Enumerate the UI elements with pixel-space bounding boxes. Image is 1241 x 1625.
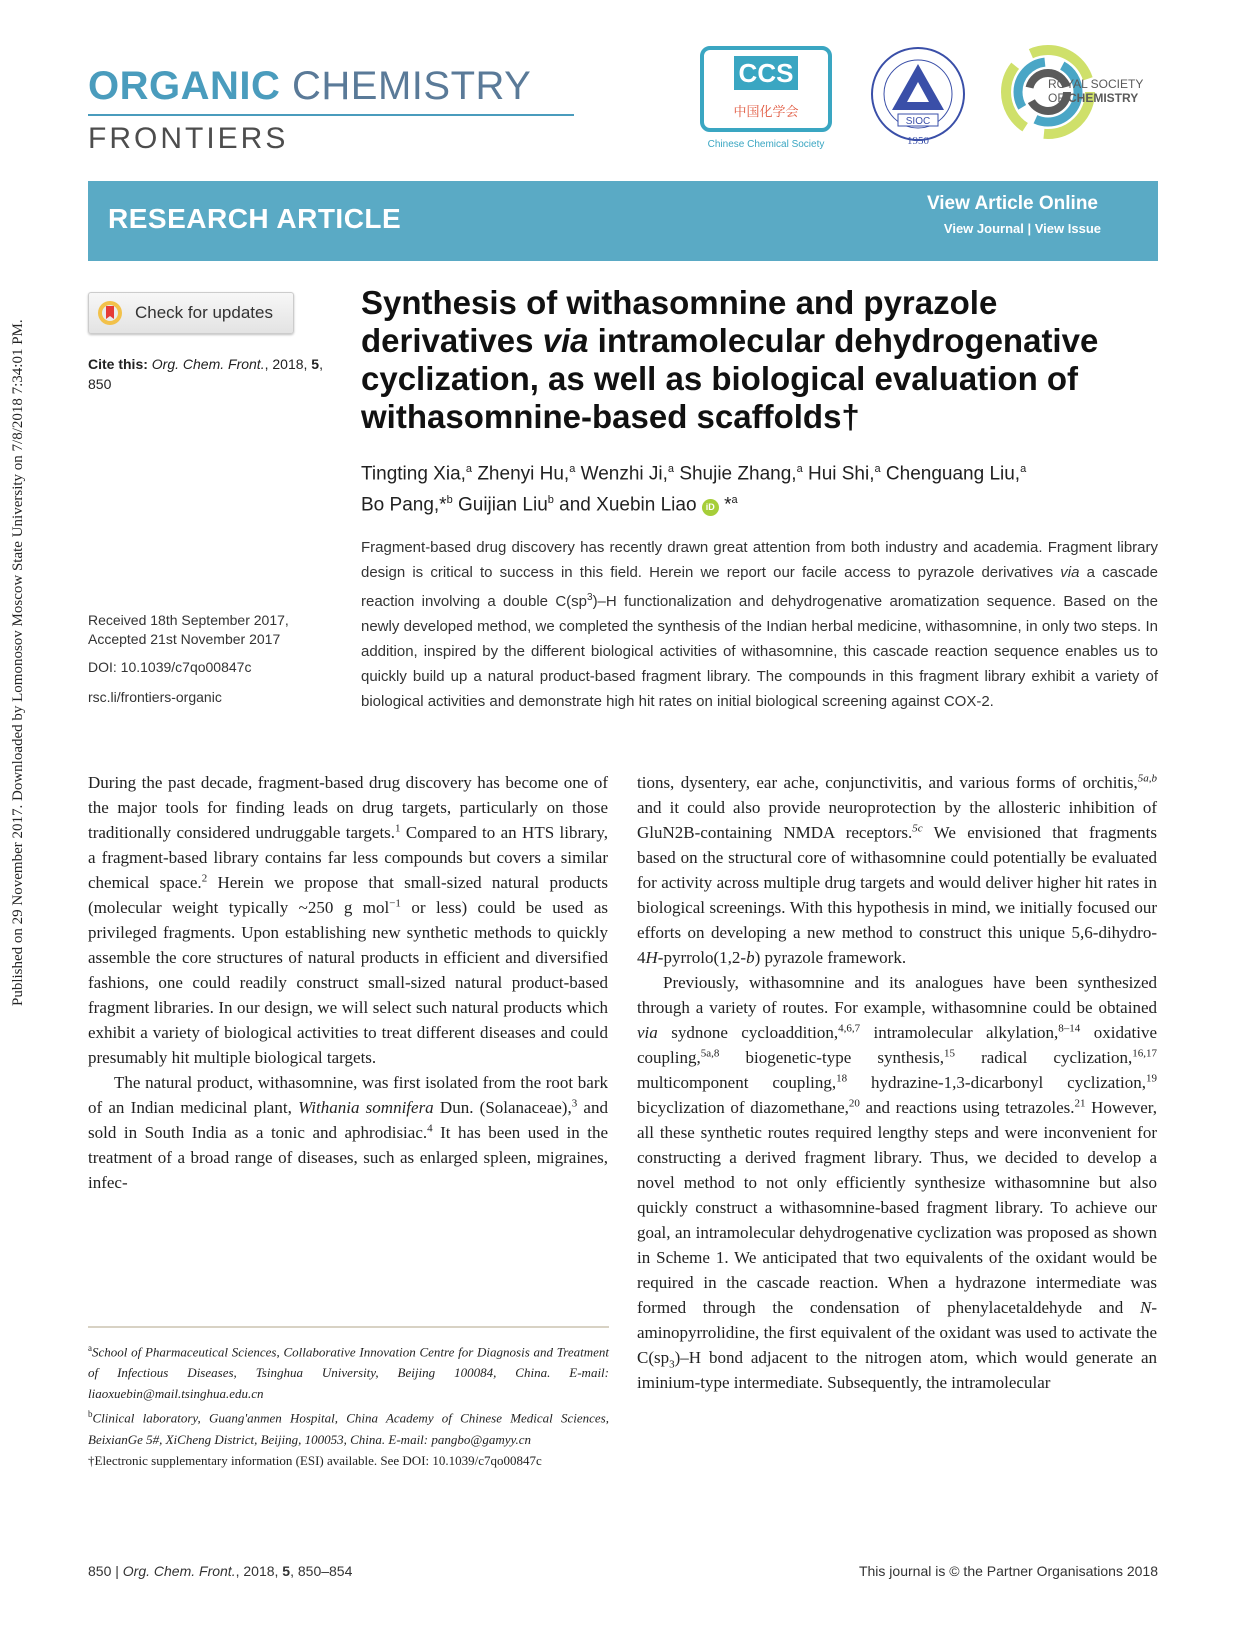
- footer-pages: , 850–854: [290, 1563, 353, 1579]
- text: multicomponent coupling,: [637, 1073, 837, 1092]
- rsc-line1: ROYAL SOCIETY: [1048, 77, 1144, 91]
- author-pang: Bo Pang,*: [361, 494, 447, 516]
- author-zhang: Shujie Zhang,: [679, 463, 797, 485]
- page-number: 850: [88, 1563, 112, 1579]
- ref[interactable]: 5c: [912, 822, 923, 835]
- footnote-esi: †Electronic supplementary information (ESI) available. See DOI: 10.1039/c7qo00847c: [88, 1452, 542, 1468]
- orcid-icon[interactable]: iD: [702, 499, 719, 516]
- text: Previously, withasomnine and its analogues have been synthesized through a variety of routes. For example, withasomnine could be obtained: [637, 973, 1157, 1017]
- italic-text: via: [637, 1023, 658, 1042]
- view-issue-link[interactable]: View Issue: [1034, 221, 1101, 236]
- article-title: [361, 284, 1161, 436]
- text: The natural product, withasomnine, was first isolated from the root bark of an Indian medicinal plant,: [88, 1073, 608, 1117]
- cite-year: , 2018,: [264, 356, 312, 372]
- footer-journal: Org. Chem. Front.: [122, 1563, 236, 1579]
- author-liu-c: Chenguang Liu,: [885, 463, 1021, 485]
- text: Dun. (Solanaceae),: [433, 1098, 572, 1117]
- ref[interactable]: 18: [836, 1072, 848, 1085]
- text: sydnone cycloaddition,: [657, 1023, 839, 1042]
- title-via: via: [542, 322, 589, 359]
- text: Compared to an HTS library, a fragment-based library contains far less compounds but covers a similar chemical space.: [88, 823, 608, 892]
- author-xia: Tingting Xia,: [361, 463, 466, 485]
- ref[interactable]: 1: [395, 822, 401, 835]
- crossmark-icon: [97, 300, 123, 326]
- text: and it could also provide neuroprotection by the allosteric inhibition of GluN2B-containing NMDA receptors.: [637, 798, 1157, 842]
- text: oxidative coupling,: [637, 1023, 1157, 1067]
- rsc-chemistry: CHEMISTRY: [1068, 91, 1139, 105]
- received-date: Received 18th September 2017,: [88, 612, 289, 628]
- ref[interactable]: 16,17: [1132, 1047, 1157, 1060]
- text: and sold in South India as a tonic and aphrodisiac.: [88, 1098, 608, 1142]
- author-list: [361, 456, 1161, 519]
- abstract-part: Fragment-based drug discovery has recently drawn great attention from both industry and academia. Fragment library design is critical to success in this field. Herein we report our facile access to pyrazole derivatives: [361, 539, 1158, 581]
- affil-sup: a: [1020, 463, 1027, 475]
- text: and reactions using tetrazoles.: [859, 1098, 1075, 1117]
- ref[interactable]: 19: [1146, 1072, 1157, 1085]
- text: intramolecular alkylation,: [860, 1023, 1059, 1042]
- text: It has been used in the treatment of a broad range of diseases, such as enlarged spleen, migraines, infec-: [88, 1123, 608, 1192]
- affil-sup: a: [465, 463, 473, 475]
- author-liu-g: Guijian Liu: [457, 494, 548, 516]
- affil-sup: b: [446, 494, 453, 507]
- sioc-label: SIOC: [905, 116, 931, 127]
- journal-logo-rule: [88, 114, 574, 116]
- citation: [88, 354, 348, 394]
- ccs-chinese-name: 中国化学会: [733, 105, 799, 120]
- ref[interactable]: 5a,b: [1137, 772, 1157, 785]
- abstract-part: a cascade reaction involving a double C(sp: [361, 564, 1158, 610]
- abstract-via: via: [1060, 564, 1080, 581]
- ref[interactable]: 3: [571, 1097, 578, 1110]
- footnote-affiliation-a: [88, 1338, 609, 1404]
- footnote-affiliation-b: [88, 1404, 609, 1449]
- cite-journal: Org. Chem. Front.: [151, 356, 265, 372]
- affil-sup: a: [874, 463, 881, 475]
- doi: DOI: 10.1039/c7qo00847c: [88, 659, 252, 675]
- view-journal-link[interactable]: View Journal: [943, 221, 1024, 236]
- journal-logo: [88, 66, 531, 106]
- text: We envisioned that fragments based on the structural core of withasomnine could potentially be evaluated for activity across multiple drug targets and would deliver higher hit rates in biological screenings. With this hypothesis in mind, we initially focused our efforts on developing a new method to construct this unique 5,6-dihydro-4: [637, 823, 1157, 967]
- title-part1: Synthesis of withasomnine and pyrazole derivatives: [361, 284, 998, 359]
- text: -aminopyrrolidine, the first equivalent of the oxidant was used to activate the C(sp: [637, 1298, 1157, 1367]
- check-for-updates-label: Check for updates: [135, 303, 273, 322]
- banner-separator: |: [1027, 221, 1032, 236]
- title-part2: intramolecular dehydrogenative cyclization, as well as biological evaluation of withasomnine-based scaffolds†: [361, 322, 1099, 435]
- journal-word-chemistry: CHEMISTRY: [292, 64, 532, 108]
- article-type: RESEARCH ARTICLE: [108, 203, 402, 234]
- italic-text: N: [1139, 1298, 1152, 1317]
- copyright-notice: This journal is © the Partner Organisations 2018: [858, 1563, 1158, 1579]
- paragraph: [88, 1070, 608, 1195]
- ccs-english-name: Chinese Chemical Society: [707, 139, 825, 150]
- body-column-right: [637, 770, 1157, 1395]
- rsc-of: OF: [1048, 91, 1065, 105]
- footer-year: , 2018,: [235, 1563, 283, 1579]
- svg-text:OF CHEMISTRY: [1048, 91, 1138, 105]
- ref[interactable]: 8–14: [1058, 1022, 1081, 1035]
- footnote-text: Clinical laboratory, Guang'anmen Hospital, China Academy of Chinese Medical Sciences, BeixianGe 5#, XiCheng District, Beijing, 100053, China. E-mail: pangbo@gamyy.cn: [88, 1410, 609, 1447]
- download-watermark: Published on 29 November 2017. Downloaded by Lomonosov Moscow State University on 7/8/2018 7:34:01 PM.: [10, 319, 26, 1006]
- ref[interactable]: 4,6,7: [838, 1022, 861, 1035]
- paragraph: [637, 970, 1157, 1395]
- text: hydrazine-1,3-dicarbonyl cyclization,: [847, 1073, 1146, 1092]
- author-shi: Hui Shi,: [807, 463, 875, 485]
- author-ji: Wenzhi Ji,: [580, 463, 668, 485]
- banner-links: [944, 221, 1101, 236]
- journal-link[interactable]: rsc.li/frontiers-organic: [88, 689, 222, 705]
- author-liao: and Xuebin Liao: [559, 494, 697, 516]
- italic-text: H: [645, 948, 658, 967]
- footnote-sup: b: [88, 1409, 93, 1420]
- paragraph: [637, 770, 1157, 970]
- footer-volume: 5: [282, 1563, 291, 1579]
- text: )–H bond adjacent to the nitrogen atom, which would generate an iminium-type intermediate. Subsequently, the intramolecular: [637, 1348, 1157, 1392]
- text: bicyclization of diazomethane,: [637, 1098, 849, 1117]
- affil-sup: b: [547, 494, 554, 507]
- affil-sup: a: [569, 463, 576, 475]
- check-for-updates-button[interactable]: [88, 292, 294, 334]
- exponent: −1: [389, 897, 401, 910]
- ref[interactable]: 21: [1074, 1097, 1086, 1110]
- species-name: Withania somnifera: [298, 1098, 434, 1117]
- paragraph: [88, 770, 608, 1070]
- ref[interactable]: 2: [201, 872, 208, 885]
- corresponding-star: *: [724, 494, 732, 516]
- footnotes: [88, 1338, 609, 1471]
- ref[interactable]: 5a,8: [700, 1047, 720, 1060]
- cite-label: Cite this:: [88, 356, 148, 372]
- text: biogenetic-type synthesis,: [719, 1048, 944, 1067]
- ref[interactable]: 20: [848, 1097, 860, 1110]
- affil-sup: a: [796, 463, 803, 475]
- text: radical cyclization,: [954, 1048, 1133, 1067]
- sioc-logo: [869, 44, 967, 152]
- ccs-mark: CCS: [738, 58, 794, 88]
- text: -pyrrolo(1,2-: [657, 948, 747, 967]
- sioc-year: 1950: [907, 135, 929, 147]
- journal-word-frontiers: FRONTIERS: [88, 122, 289, 155]
- text: Herein we propose that small-sized natural products (molecular weight typically ~250 g mol: [88, 873, 608, 917]
- ref[interactable]: 15: [943, 1047, 955, 1060]
- footnote-divider: [88, 1326, 609, 1328]
- abstract-part: )–H functionalization and dehydrogenative aromatization sequence. Based on the newly developed method, we completed the synthesis of the Indian herbal medicine, withasomnine, in only two steps. In addition, inspired by the different biological activities of withasomnine, this cascade reaction sequence enables us to quickly build up a natural product-based fragment library. The compounds in this fragment library exhibit a variety of biological activities and demonstrate high hit rates on initial biological screening against COX-2.: [361, 593, 1158, 710]
- italic-text: b: [746, 948, 755, 967]
- author-hu: Zhenyi Hu,: [477, 463, 570, 485]
- text: or less) could be used as privileged fragments. Upon establishing new synthetic methods to quickly assemble the core structures of natural products in efficient and diversified fashions, one could readily construct small-sized natural product-based fragment libraries. In our design, we will select such natural products which exhibit a variety of biological activities to treat different diseases and could presumably hit multiple biological targets.: [88, 898, 608, 1067]
- abstract-sup: 3: [587, 592, 593, 603]
- accepted-date: Accepted 21st November 2017: [88, 631, 281, 647]
- ccs-logo: [698, 44, 834, 154]
- abstract: [361, 535, 1158, 714]
- text: ) pyrazole framework.: [754, 948, 907, 967]
- footnote-text: School of Pharmaceutical Sciences, Collaborative Innovation Centre for Diagnosis and Treatment of Infectious Diseases, Tsinghua University, Beijing 100084, China. E-mail: liaoxuebin@mail.tsinghua.edu.cn: [88, 1344, 609, 1402]
- article-type-banner: [88, 181, 1158, 261]
- subscript: 3: [669, 1358, 675, 1371]
- journal-word-organic: ORGANIC: [88, 64, 281, 108]
- cite-pages: , 850: [88, 356, 323, 392]
- text: However, all these synthetic routes required lengthy steps and were inconvenient for constructing a derived fragment library. Thus, we decided to develop a novel method to not only efficiently synthesize withasomnine but also quickly construct a withasomnine-based fragment library. To achieve our goal, an intramolecular dehydrogenative cyclization was proposed as shown in Scheme 1. We anticipated that two equivalents of the oxidant would be required in the cascade reaction. When a hydrazone intermediate was formed through the condensation of phenylacetaldehyde and: [637, 1098, 1158, 1317]
- view-article-online-link[interactable]: View Article Online: [926, 193, 1098, 214]
- text: During the past decade, fragment-based drug discovery has become one of the major tools for finding leads on drug targets, particularly on those traditionally considered undruggable targets.: [88, 773, 608, 842]
- footer-sep: |: [111, 1563, 123, 1579]
- ref[interactable]: 4: [427, 1122, 433, 1135]
- body-column-left: [88, 770, 608, 1195]
- affil-sup: a: [667, 463, 675, 475]
- affil-sup: a: [731, 494, 738, 507]
- rsc-logo: [1000, 44, 1160, 144]
- text: tions, dysentery, ear ache, conjunctivitis, and various forms of orchitis,: [637, 773, 1138, 792]
- footnote-sup: a: [88, 1343, 92, 1353]
- cite-volume: 5: [311, 356, 320, 372]
- page-footer-left: [88, 1563, 352, 1579]
